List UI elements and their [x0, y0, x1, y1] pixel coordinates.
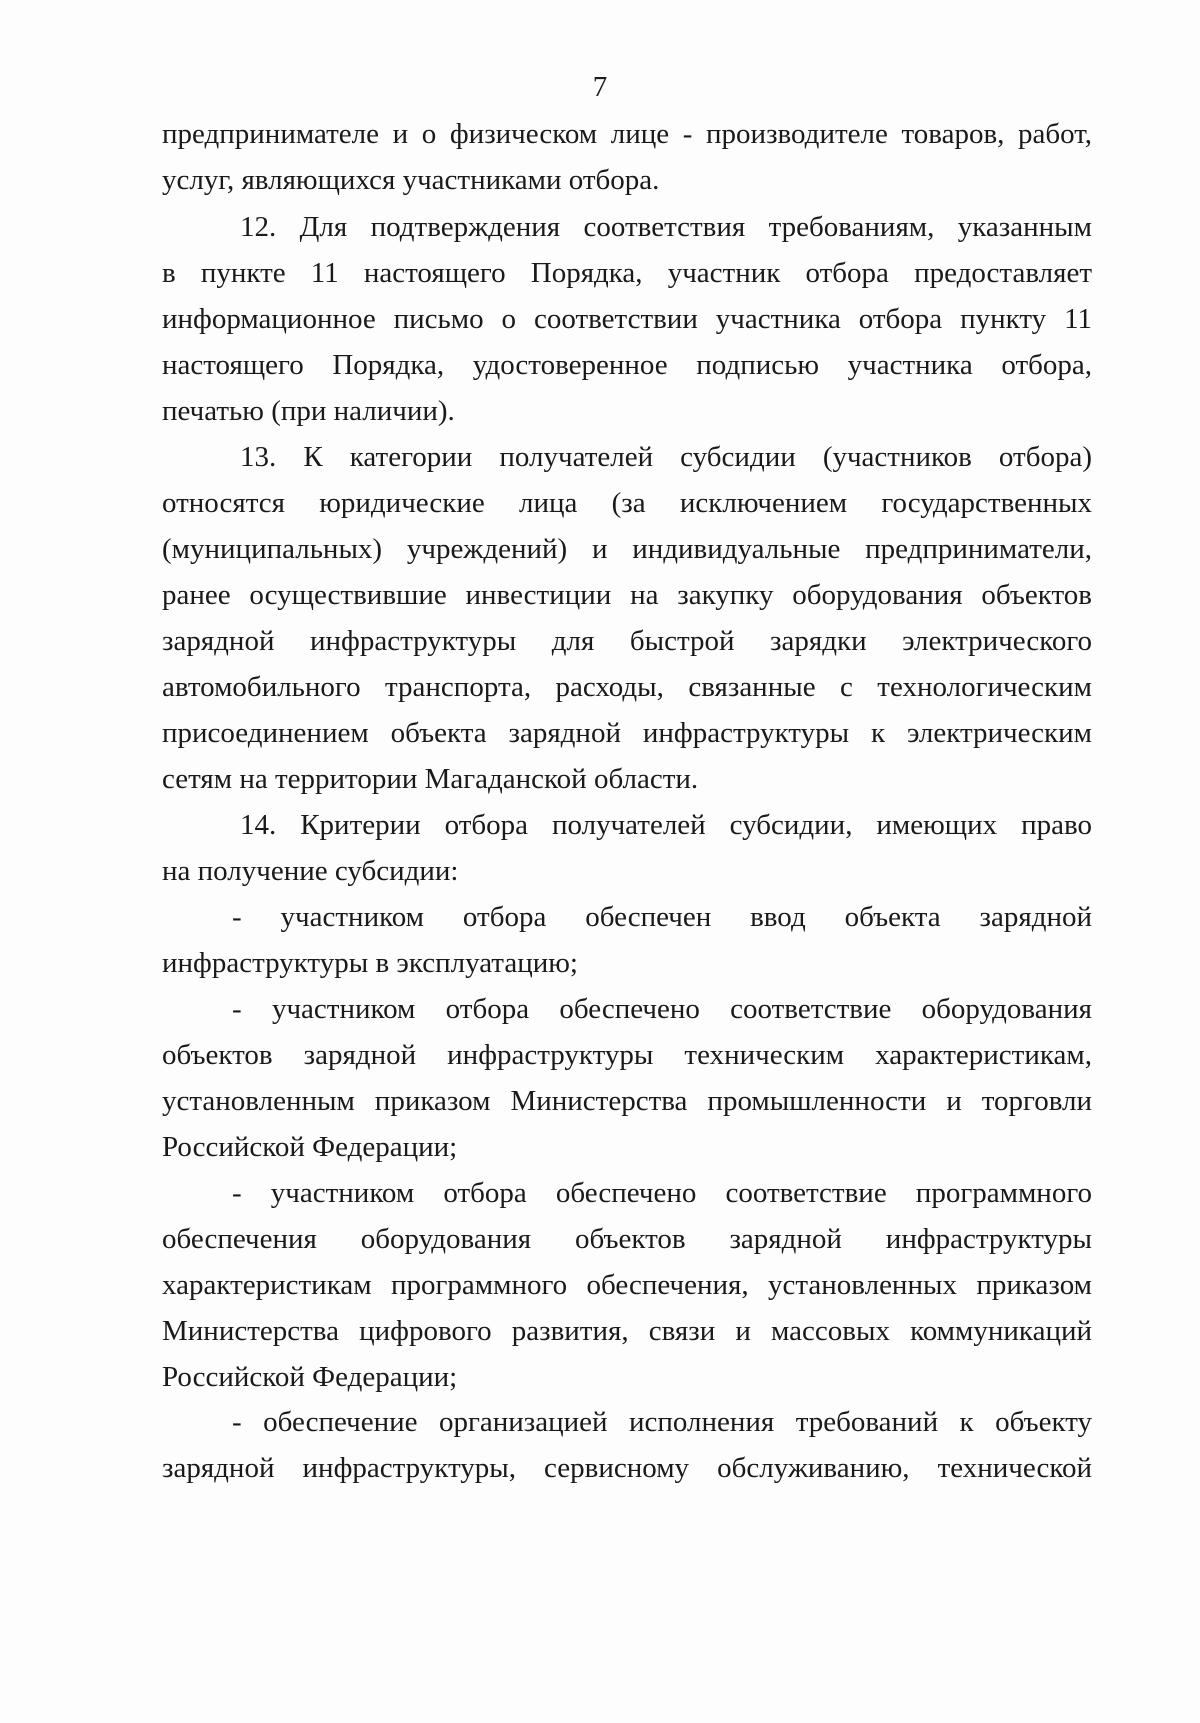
text-line: зарядной инфраструктуры для быстрой зарядки электрического — [162, 625, 1092, 657]
text-line: 14. Критерии отбора получателей субсидии, имеющих право — [240, 809, 1092, 841]
text-line: Российской Федерации; — [162, 1361, 458, 1393]
text-line: услуг, являющихся участниками отбора. — [162, 164, 660, 196]
text-line: печатью (при наличии). — [162, 395, 455, 427]
text-line: - обеспечение организацией исполнения требований к объекту — [232, 1406, 1092, 1438]
text-line: автомобильного транспорта, расходы, связанные с технологическим — [162, 671, 1092, 703]
text-line: Министерства цифрового развития, связи и массовых коммуникаций — [162, 1315, 1092, 1347]
text-line: - участником отбора обеспечено соответствие оборудования — [232, 993, 1092, 1025]
text-line: 12. Для подтверждения соответствия требованиям, указанным — [240, 211, 1092, 243]
text-line: 13. К категории получателей субсидии (участников отбора) — [240, 441, 1092, 473]
text-line: (муниципальных) учреждений) и индивидуальные предприниматели, — [162, 533, 1092, 565]
text-line: инфраструктуры в эксплуатацию; — [162, 947, 578, 979]
text-line: объектов зарядной инфраструктуры техническим характеристикам, — [162, 1039, 1092, 1071]
text-line: ранее осуществившие инвестиции на закупку оборудования объектов — [162, 579, 1092, 611]
text-line: информационное письмо о соответствии участника отбора пункту 11 — [162, 303, 1092, 335]
text-line: относятся юридические лица (за исключением государственных — [162, 487, 1092, 519]
text-line: - участником отбора обеспечено соответствие программного — [232, 1177, 1092, 1209]
text-line: в пункте 11 настоящего Порядка, участник отбора предоставляет — [162, 257, 1092, 289]
text-line: обеспечения оборудования объектов зарядной инфраструктуры — [162, 1223, 1092, 1255]
text-line: присоединением объекта зарядной инфраструктуры к электрическим — [162, 717, 1092, 749]
text-line: - участником отбора обеспечен ввод объекта зарядной — [232, 901, 1092, 933]
text-line: настоящего Порядка, удостоверенное подписью участника отбора, — [162, 349, 1092, 381]
page-number: 7 — [592, 71, 608, 103]
text-line: предпринимателе и о физическом лице - производителе товаров, работ, — [162, 118, 1092, 150]
text-line: характеристикам программного обеспечения, установленных приказом — [162, 1269, 1092, 1301]
text-line: на получение субсидии: — [162, 855, 459, 887]
text-line: установленным приказом Министерства промышленности и торговли — [162, 1085, 1092, 1117]
text-line: Российской Федерации; — [162, 1131, 458, 1163]
text-line: зарядной инфраструктуры, сервисному обслуживанию, технической — [162, 1452, 1092, 1484]
text-line: сетям на территории Магаданской области. — [162, 763, 699, 795]
